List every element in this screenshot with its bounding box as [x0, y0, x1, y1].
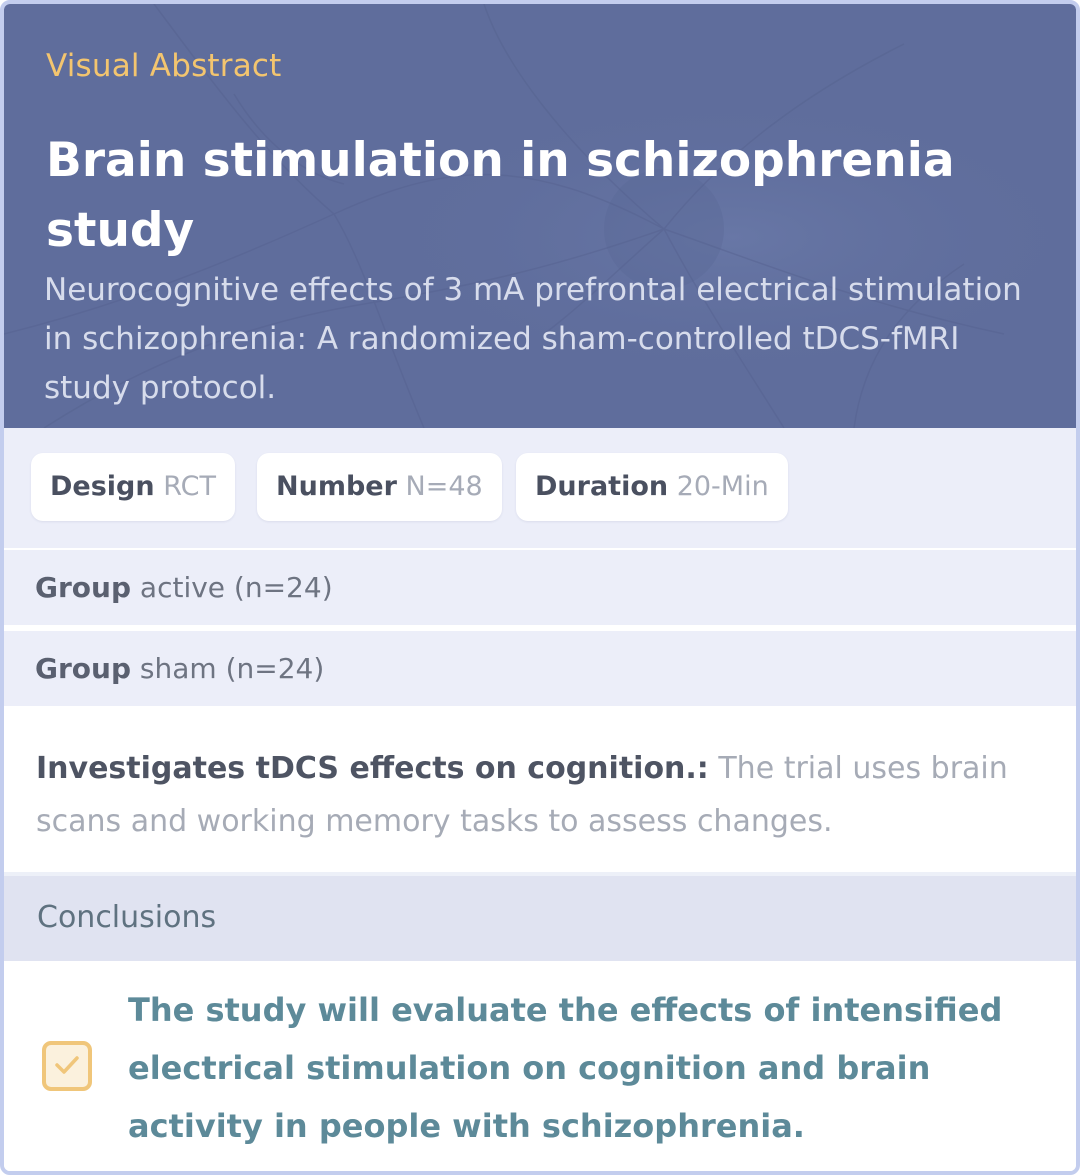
- checkbox-check-icon: [42, 1041, 92, 1091]
- group-value: sham (n=24): [139, 652, 325, 685]
- group-key: Group: [35, 652, 132, 685]
- number-chip: [257, 453, 502, 521]
- design-chip: [31, 453, 235, 521]
- page-title: Brain stimulation in schizophrenia study: [46, 133, 955, 258]
- conclusion-text: The study will evaluate the effects of intensified electrical stimulation on cognition and brain activity in people with schizophrenia.: [128, 991, 1003, 1145]
- group-row-sham: [4, 629, 1076, 706]
- group-value: active (n=24): [139, 571, 333, 604]
- chip-key: Design: [50, 471, 155, 502]
- chip-key: Duration: [535, 471, 669, 502]
- header-banner: [4, 4, 1076, 428]
- conclusions-body: [4, 961, 1076, 1175]
- visual-abstract-label: Visual Abstract: [46, 48, 282, 84]
- summary-lead: Investigates tDCS effects on cognition.:: [36, 751, 709, 786]
- duration-chip: [516, 453, 788, 521]
- chip-key: Number: [276, 471, 397, 502]
- summary-body: The trial uses brain scans and working memory tasks to assess changes.: [36, 751, 1008, 839]
- group-row-active: [4, 548, 1076, 625]
- chip-value: 20-Min: [676, 471, 769, 502]
- chip-value: N=48: [405, 471, 483, 502]
- chip-value: RCT: [163, 471, 216, 502]
- group-key: Group: [35, 571, 132, 604]
- study-meta-band: [4, 428, 1076, 548]
- study-subtitle: Neurocognitive effects of 3 mA prefrontal electrical stimulation in schizophrenia: A randomized sham-controlled tDCS-fMRI study protocol.: [44, 272, 1022, 406]
- summary-section: [4, 708, 1076, 872]
- summary-text: [36, 742, 1046, 848]
- conclusions-heading: Conclusions: [4, 872, 1076, 961]
